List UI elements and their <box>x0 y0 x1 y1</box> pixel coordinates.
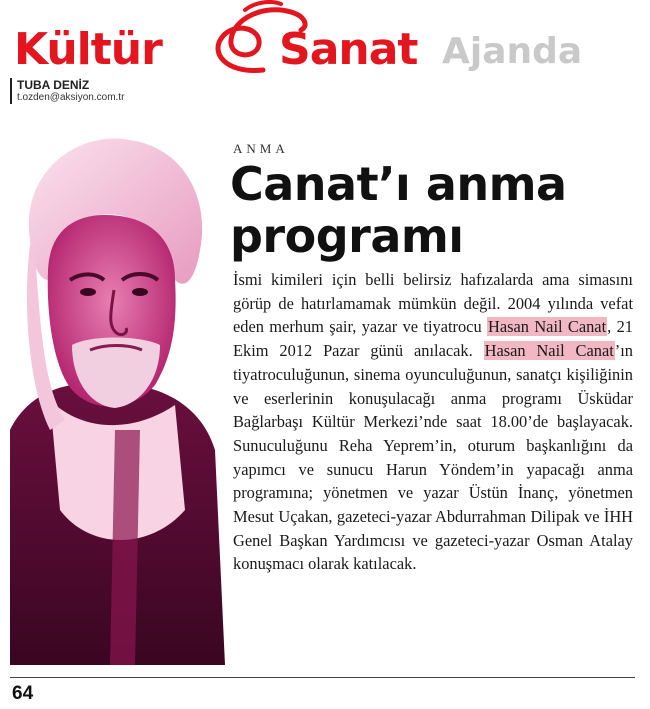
page-number: 64 <box>12 683 34 704</box>
article-headline: Canat’ı anma programı <box>230 157 567 263</box>
article-body <box>233 268 633 576</box>
body-text: , 21 Ekim 2012 Pazar günü anılacak. <box>233 317 633 361</box>
portrait-photo <box>10 130 225 665</box>
author-email: t.ozden@aksiyon.com.tr <box>17 92 125 103</box>
byline <box>10 78 124 104</box>
footer-divider <box>10 677 635 678</box>
highlighted-name: Hasan Nail Canat <box>484 341 614 361</box>
masthead-sanat: Sanat <box>279 24 418 75</box>
article-kicker: ANMA <box>233 141 289 156</box>
masthead <box>10 0 650 80</box>
body-text: İsmi kimileri için belli belirsiz hafızalarda ama simasını görüp de hatırlamamak mümkün değil. 2004 yılında vefat eden merhum şair, yazar ve tiyatrocu <box>233 270 633 337</box>
body-text: ’ın tiyatroculuğunun, sinema oyunculuğunun, sanatçı kişiliğinin ve eserlerinin konuşulacağı anma programı Üsküdar Bağlarbaşı Kültür Merkezi’nde saat 18.00’de başlayacak. Sunuculuğunu Reha Yeprem’in, oturum başkanlığını da yapımcı ve sunucu Harun Yöndem’in yapacağı anma programına; yönetmen ve yazar Üstün İnanç, yönetmen Mesut Uçakan, gazeteci-yazar Abdurrahman Dilipak ve İHH Genel Başkan Yardımcısı ve gazeteci-yazar Osman Atalay konuşmacı olarak katılacak. <box>233 341 634 574</box>
masthead-kultur: Kültür <box>14 24 162 75</box>
highlighted-name: Hasan Nail Canat <box>488 317 607 337</box>
author-name: TUBA DENİZ <box>17 78 90 92</box>
masthead-ajanda: Ajanda <box>442 31 583 72</box>
